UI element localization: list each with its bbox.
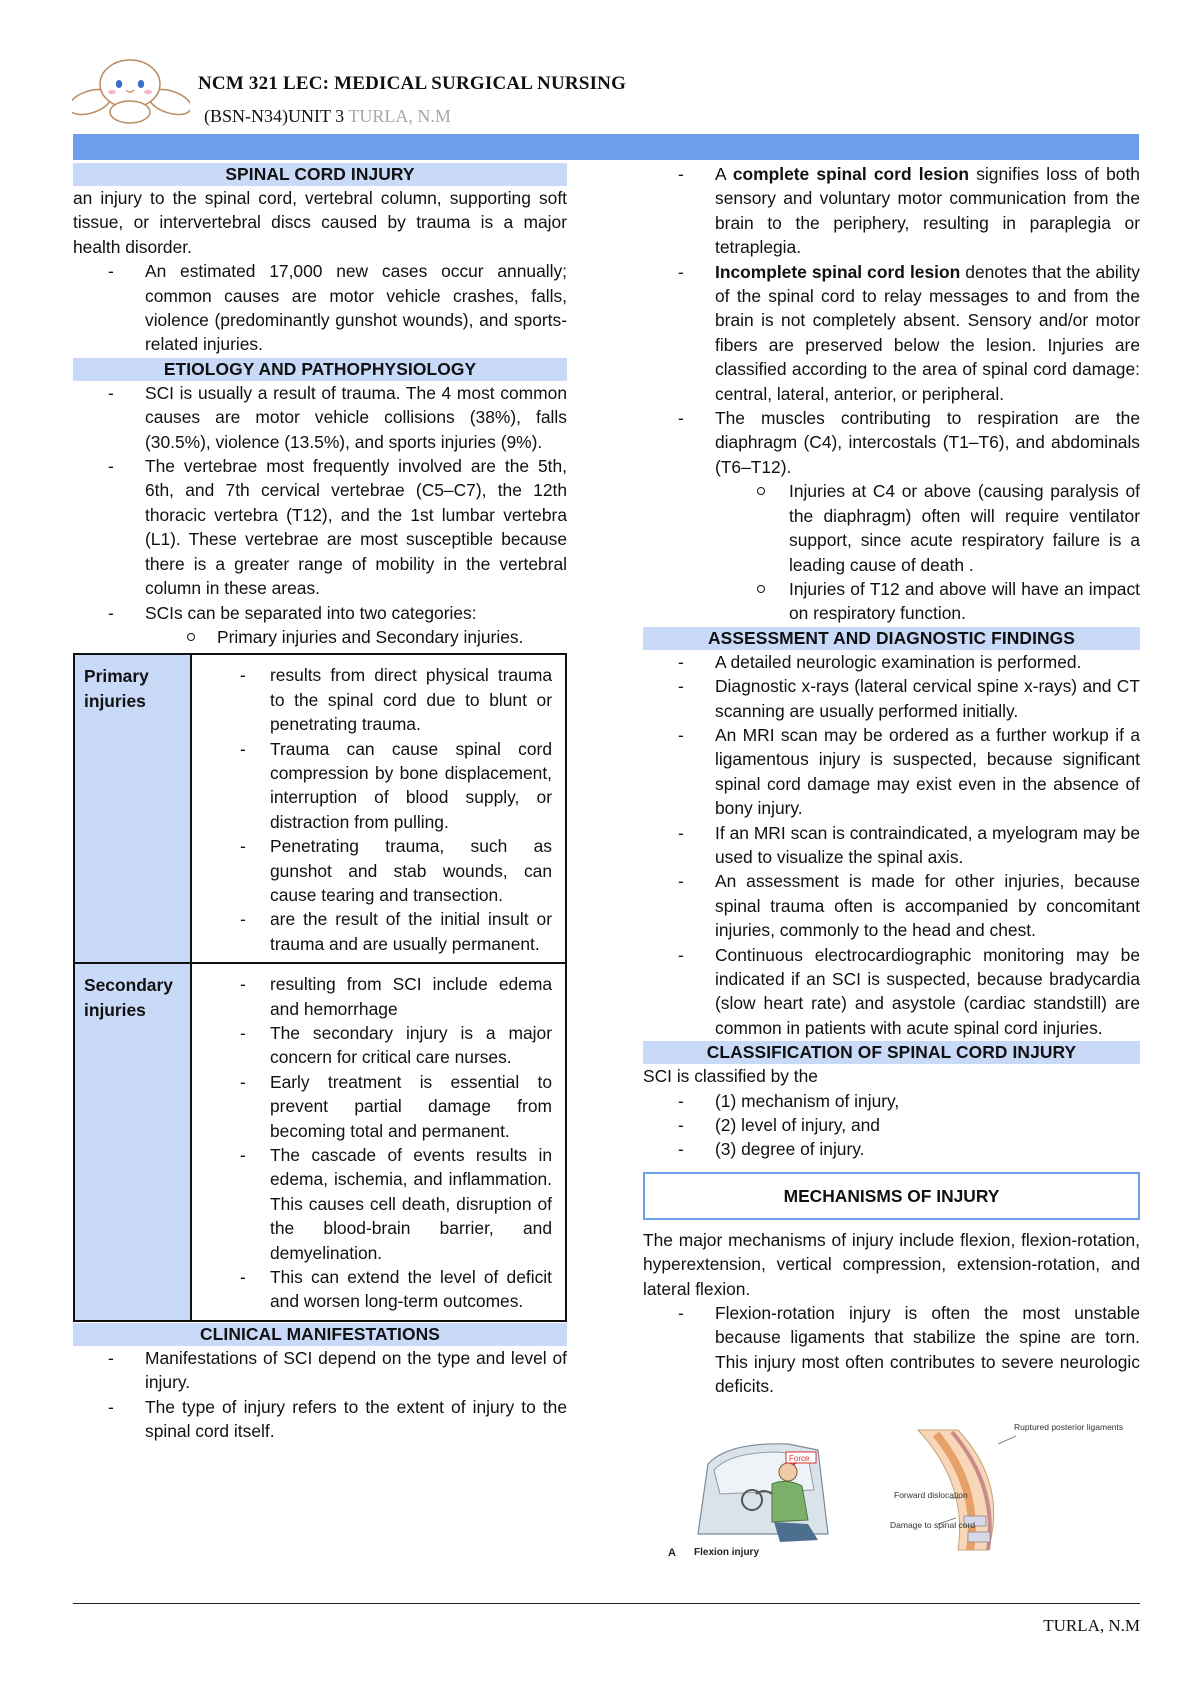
list-item: - Flexion-rotation injury is often the most unstable because ligaments that stabilize the spine are torn. This injury most often contributes to severe neurologic deficits. bbox=[643, 1301, 1140, 1399]
list-item: - An assessment is made for other injuries, because spinal trauma often is accompanied by concomitant injuries, commonly to the head and chest. bbox=[643, 869, 1140, 942]
etiology-bullets bbox=[73, 381, 567, 625]
list-item: - (2) level of injury, and bbox=[643, 1113, 1140, 1137]
text-span: signifies loss of both sensory and voluntary motor communication from the brain to the periphery, resulting in paraplegia or tetraplegia. bbox=[715, 164, 1140, 258]
text-span: denotes that the ability of the spinal cord to relay messages to and from the brain is not completely absent. Sensory and/or motor fibers are preserved below the lesion. Injuries are classified according to the area of spinal cord damage: central, lateral, anterior, or peripheral. bbox=[715, 261, 1140, 404]
header-band bbox=[73, 134, 1139, 160]
mechanisms-heading-box: MECHANISMS OF INJURY bbox=[643, 1172, 1140, 1220]
list-item: - Early treatment is essential to prevent partial damage from becoming total and permanent. bbox=[192, 1070, 552, 1143]
list-item: - A detailed neurologic examination is performed. bbox=[643, 650, 1140, 674]
footer-rule bbox=[73, 1603, 1140, 1604]
car-crash-illustration bbox=[698, 1444, 828, 1542]
list-item: - Continuous electrocardiographic monitoring may be indicated if an SCI is suspected, because bradycardia (slow heart rate) and asystole (cardiac standstill) are common in patients with acute spinal cord injuries. bbox=[643, 943, 1140, 1041]
list-item: - results from direct physical trauma to the spinal cord due to blunt or penetrating trauma. bbox=[192, 663, 552, 736]
author-label: TURLA, N.M bbox=[348, 106, 451, 126]
text-span: A bbox=[715, 164, 733, 184]
list-item: - resulting from SCI include edema and hemorrhage bbox=[192, 972, 552, 1021]
sci-bullets bbox=[73, 259, 567, 357]
list-item: - SCI is usually a result of trauma. The 4 most common causes are motor vehicle collisions (38%), falls (30.5%), violence (13.5%), and sports injuries (9%). bbox=[73, 381, 567, 454]
label-text: Ruptured posterior ligaments bbox=[1014, 1424, 1124, 1432]
classification-items bbox=[643, 1089, 1140, 1162]
incomplete-lesion-term: Incomplete spinal cord lesion bbox=[715, 261, 961, 282]
mechanisms-bullets bbox=[643, 1301, 1140, 1399]
primary-injuries-label: Primary injuries bbox=[74, 654, 191, 963]
document-title: NCM 321 LEC: MEDICAL SURGICAL NURSING bbox=[198, 73, 627, 94]
figure-caption: Flexion injury bbox=[694, 1547, 760, 1558]
list-item bbox=[643, 162, 1140, 260]
list-item: - Trauma can cause spinal cord compression by bone displacement, interruption of blood supply, or distraction from pulling. bbox=[192, 737, 552, 835]
list-item: - Manifestations of SCI depend on the type and level of injury. bbox=[73, 1346, 567, 1395]
lesion-bullets bbox=[643, 162, 1140, 479]
list-item: Injuries of T12 and above will have an impact on respiratory function. bbox=[643, 577, 1140, 626]
list-item: - SCIs can be separated into two categories: bbox=[73, 601, 567, 625]
section-heading-assessment: ASSESSMENT AND DIAGNOSTIC FINDINGS bbox=[643, 627, 1140, 650]
list-item: - The vertebrae most frequently involved are the 5th, 6th, and 7th cervical vertebrae (C5–C7), the 12th thoracic vertebra (T12), and the 1st lumbar vertebra (L1). These vertebrae are most susceptible because there is a greater range of mobility in the vertebral column in these areas. bbox=[73, 454, 567, 600]
section-heading-classification: CLASSIFICATION OF SPINAL CORD INJURY bbox=[643, 1041, 1140, 1064]
flexion-injury-figure bbox=[668, 1424, 1148, 1558]
complete-lesion-term: complete spinal cord lesion bbox=[732, 164, 970, 184]
list-item: Injuries at C4 or above (causing paralysis of the diaphragm) often will require ventilator support, since acute respiratory failure is a leading cause of death . bbox=[643, 479, 1140, 577]
damage-spinal-cord-label: Damage to spinal cord bbox=[890, 1520, 976, 1530]
list-item: - If an MRI scan is contraindicated, a myelogram may be used to visualize the spinal axis. bbox=[643, 821, 1140, 870]
left-column bbox=[73, 162, 567, 1444]
list-item: - The type of injury refers to the extent of injury to the spinal cord itself. bbox=[73, 1395, 567, 1444]
ruptured-ligaments-label bbox=[1014, 1424, 1123, 1432]
list-item: - An MRI scan may be ordered as a further workup if a ligamentous injury is suspected, because significant spinal cord damage may exist even in the absence of bony injury. bbox=[643, 723, 1140, 821]
assessment-bullets bbox=[643, 650, 1140, 1041]
section-heading-etiology: ETIOLOGY AND PATHOPHYSIOLOGY bbox=[73, 358, 567, 381]
primary-injuries-cell bbox=[191, 654, 566, 963]
list-item: - (1) mechanism of injury, bbox=[643, 1089, 1140, 1113]
list-item: - Diagnostic x-rays (lateral cervical spine x-rays) and CT scanning are usually performed initially. bbox=[643, 674, 1140, 723]
section-heading-clinical-manifestations: CLINICAL MANIFESTATIONS bbox=[73, 1323, 567, 1346]
cinnamoroll-mascot-illustration bbox=[72, 54, 190, 124]
list-item: - (3) degree of injury. bbox=[643, 1137, 1140, 1161]
list-item: Primary injuries and Secondary injuries. bbox=[73, 625, 567, 649]
figure-label-a: A bbox=[668, 1547, 676, 1558]
list-item: - are the result of the initial insult or trauma and are usually permanent. bbox=[192, 907, 552, 956]
unit-label: (BSN-N34)UNIT 3 bbox=[204, 106, 345, 126]
list-item bbox=[643, 260, 1140, 406]
injury-types-table bbox=[73, 653, 567, 1322]
sci-intro: an injury to the spinal cord, vertebral column, supporting soft tissue, or intervertebral discs caused by trauma is a major health disorder. bbox=[73, 188, 567, 257]
respiration-sub-bullets bbox=[643, 479, 1140, 625]
table-row bbox=[74, 654, 566, 963]
footer-author: TURLA, N.M bbox=[1043, 1616, 1140, 1635]
forward-dislocation-label: Forward dislocation bbox=[894, 1490, 968, 1500]
secondary-injuries-label: Secondary injuries bbox=[74, 963, 191, 1321]
list-item: - The muscles contributing to respiration are the diaphragm (C4), intercostals (T1–T6), and abdominals (T6–T12). bbox=[643, 406, 1140, 479]
document-subtitle bbox=[204, 104, 451, 128]
force-label: Force bbox=[789, 1454, 810, 1463]
section-heading-spinal-cord-injury: SPINAL CORD INJURY bbox=[73, 163, 567, 186]
etiology-sub-bullets bbox=[73, 625, 567, 649]
right-column bbox=[643, 162, 1140, 1399]
list-item: - An estimated 17,000 new cases occur annually; common causes are motor vehicle crashes, falls, violence (predominantly gunshot wounds), and sports-related injuries. bbox=[73, 259, 567, 357]
list-item: - The cascade of events results in edema, ischemia, and inflammation. This causes cell death, disruption of the blood-brain barrier, and demyelination. bbox=[192, 1143, 552, 1265]
secondary-injuries-cell bbox=[191, 963, 566, 1321]
table-row bbox=[74, 963, 566, 1321]
classification-intro: SCI is classified by the bbox=[643, 1066, 818, 1087]
mechanisms-intro: The major mechanisms of injury include flexion, flexion-rotation, hyperextension, vertical compression, extension-rotation, and lateral flexion. bbox=[643, 1229, 1140, 1299]
list-item: - Penetrating trauma, such as gunshot and stab wounds, can cause tearing and transection. bbox=[192, 834, 552, 907]
list-item: - This can extend the level of deficit and worsen long-term outcomes. bbox=[192, 1265, 552, 1314]
list-item: - The secondary injury is a major concern for critical care nurses. bbox=[192, 1021, 552, 1070]
clinical-bullets bbox=[73, 1346, 567, 1444]
